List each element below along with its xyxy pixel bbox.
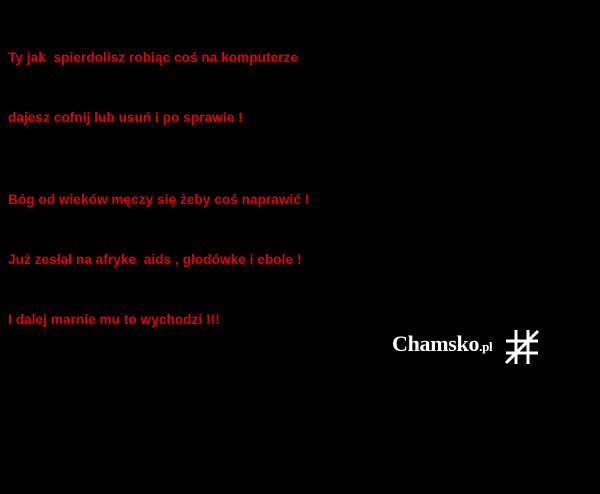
hash-star-icon (500, 325, 544, 369)
caption-line: dajesz cofnij lub usuń i po sprawie ! (8, 110, 243, 125)
caption-line: I dalej marnie mu to wychodzi !!! (8, 312, 220, 327)
meme-caption-bottom (8, 150, 309, 370)
meme-caption-top (8, 8, 298, 168)
watermark-text (392, 331, 492, 357)
caption-line: Już zesłał na afryke aids , głodówke i ebole ! (8, 252, 302, 267)
caption-line: Bóg od wieków męczy się żeby coś naprawić ! (8, 192, 310, 207)
watermark (392, 325, 540, 369)
watermark-name: Chamsko (392, 331, 480, 356)
watermark-suffix: .pl (479, 339, 493, 354)
caption-line: Ty jak spierdolisz robiąc coś na komputerze (8, 50, 298, 65)
